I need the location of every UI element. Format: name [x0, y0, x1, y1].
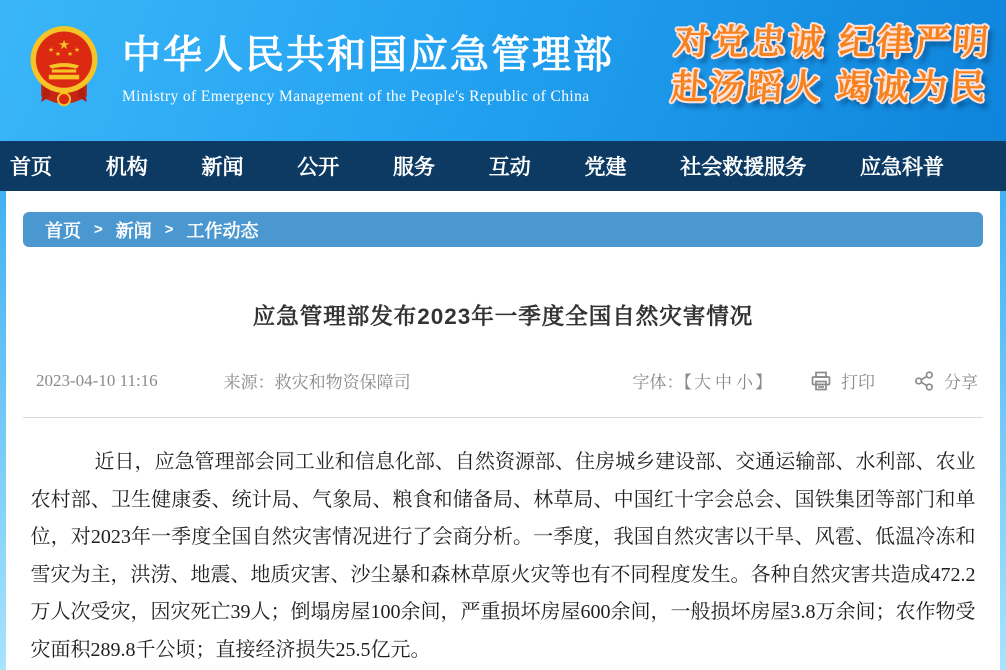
- main-nav: [0, 141, 1006, 191]
- font-size-label-suffix: 】: [755, 373, 772, 392]
- site-header: [0, 0, 1006, 141]
- meta-divider: [23, 417, 983, 418]
- font-size-small[interactable]: 小: [736, 373, 753, 392]
- site-subtitle: Ministry of Emergency Management of the People's Republic of China: [122, 87, 590, 105]
- breadcrumb-separator: >: [164, 221, 174, 238]
- nav-item-service[interactable]: 服务: [393, 156, 435, 179]
- article-source: 来源：救灾和物资保障司: [223, 373, 411, 392]
- print-button[interactable]: [810, 368, 875, 393]
- header-slogan: [670, 20, 993, 110]
- article-date: 2023-04-10 11:16: [36, 370, 158, 390]
- nav-item-home[interactable]: 首页: [10, 156, 52, 179]
- breadcrumb: [23, 212, 983, 247]
- article-tools: [633, 368, 979, 393]
- site-title: 中华人民共和国应急管理部: [122, 34, 615, 78]
- breadcrumb-separator: >: [94, 221, 103, 238]
- nav-item-interact[interactable]: 互动: [488, 156, 531, 179]
- share-label: 分享: [944, 373, 978, 392]
- nav-item-science[interactable]: 应急科普: [860, 156, 944, 179]
- breadcrumb-home[interactable]: 首页: [45, 220, 81, 241]
- breadcrumb-news[interactable]: 新闻: [115, 220, 152, 241]
- share-button[interactable]: [913, 368, 978, 393]
- share-icon: [913, 370, 935, 392]
- site-title-block: [122, 35, 614, 106]
- nav-item-party[interactable]: 党建: [584, 156, 627, 179]
- svg-text:★: ★: [54, 50, 61, 58]
- printer-icon: [810, 370, 832, 392]
- nav-item-news[interactable]: 新闻: [201, 156, 244, 179]
- svg-text:★: ★: [73, 46, 80, 54]
- print-label: 打印: [841, 373, 875, 392]
- article-title: 应急管理部发布2023年一季度全国自然灾害情况: [252, 304, 754, 329]
- font-size-control: [633, 368, 773, 393]
- breadcrumb-current[interactable]: 工作动态: [186, 220, 259, 241]
- slogan-line-1: 对党忠诚 纪律严明: [673, 23, 993, 62]
- nav-item-social-rescue[interactable]: 社会救援服务: [680, 156, 807, 179]
- article-body: 近日，应急管理部会同工业和信息化部、自然资源部、住房城乡建设部、交通运输部、水利部、农业农村部、卫生健康委、统计局、气象局、粮食和储备局、林草局、中国红十字会总会、国铁集团等部门和单位，对2023年一季度全国自然灾害情况进行了会商分析。一季度，我国自然灾害以干旱、风雹、低温冷冻和雪灾为主，洪涝、地震、地质灾害、沙尘暴和森林草原火灾等也有不同程度发生。各种自然灾害共造成472.2万人次受灾，因灾死亡39人；倒塌房屋100余间，严重损坏房屋600余间，一般损坏房屋3.8万余间；农作物受灾面积289.8千公顷；直接经济损失25.5亿元。: [30, 451, 976, 661]
- font-size-label-prefix: 字体：【: [632, 373, 692, 392]
- font-size-medium[interactable]: 中: [715, 373, 732, 392]
- svg-text:★: ★: [67, 50, 74, 58]
- font-size-large[interactable]: 大: [694, 373, 711, 392]
- svg-text:★: ★: [48, 46, 55, 54]
- svg-text:★: ★: [58, 36, 70, 52]
- national-emblem-icon: [26, 22, 102, 120]
- article-meta: [28, 368, 978, 393]
- content-area: [0, 191, 1006, 670]
- slogan-line-2: 赴汤蹈火 竭诚为民: [670, 68, 990, 107]
- nav-item-public[interactable]: 公开: [297, 156, 340, 179]
- nav-item-org[interactable]: 机构: [105, 156, 148, 179]
